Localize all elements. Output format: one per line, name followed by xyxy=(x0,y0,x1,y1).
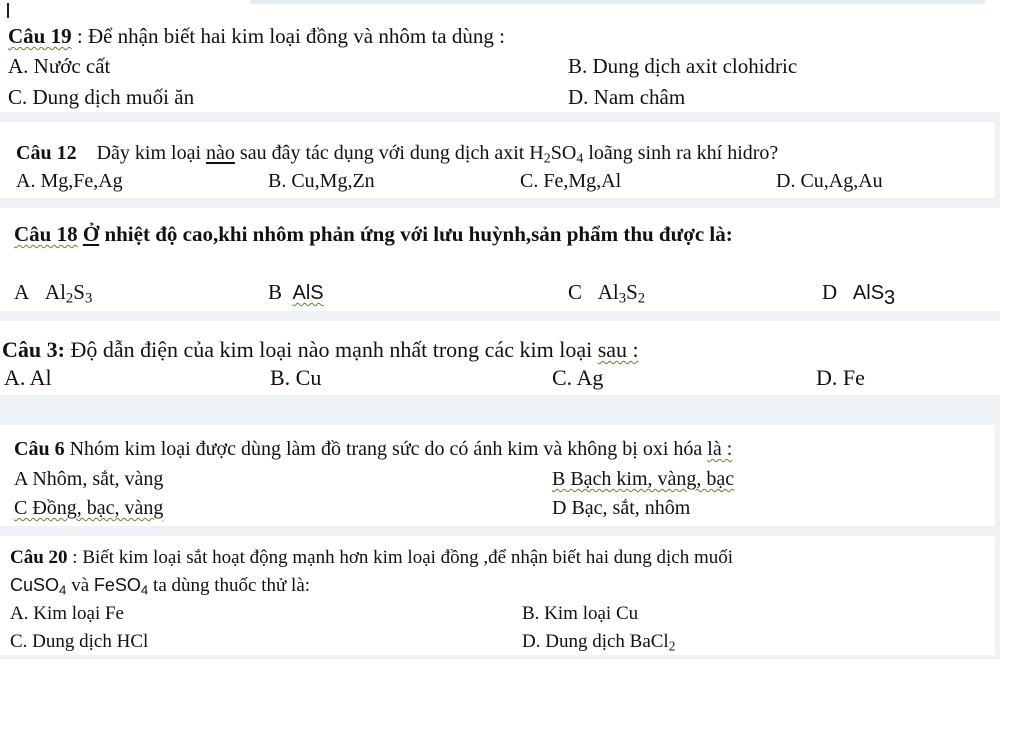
q18-b-letter: B xyxy=(268,280,283,304)
q6-label: Câu 6 xyxy=(14,438,65,460)
q20-d-text: D. Dung dịch BaCl xyxy=(522,631,669,652)
q20-cuso-sub: 4 xyxy=(59,582,67,598)
q18-d-letter: D xyxy=(822,280,838,304)
q12-stem xyxy=(16,142,779,167)
q12-option-b: B. Cu,Mg,Zn xyxy=(268,170,375,192)
q20-label: Câu 20 xyxy=(10,547,68,568)
q18-option-a xyxy=(14,280,93,307)
separator xyxy=(0,112,1000,122)
q20-option-c: C. Dung dịch HCl xyxy=(10,631,149,652)
q12-so: SO xyxy=(550,142,577,164)
q6-option-c: C Đồng, bạc, vàng xyxy=(14,497,164,519)
q12-option-a: A. Mg,Fe,Ag xyxy=(16,170,123,192)
q18-a-sub1: 2 xyxy=(65,290,74,307)
separator xyxy=(0,395,1000,425)
q12-sub4: 4 xyxy=(576,151,584,167)
q6-stem xyxy=(14,439,732,459)
q20-feso: FeSO xyxy=(93,575,141,595)
q20-option-a: A. Kim loại Fe xyxy=(10,603,124,624)
q18-stem xyxy=(14,224,733,245)
q19-stem xyxy=(8,26,505,47)
q20-stem xyxy=(10,548,733,567)
q18-a-base: Al xyxy=(44,280,66,304)
q3-stem-text: Độ dẫn điện của kim loại nào mạnh nhất trong các kim loại xyxy=(64,337,598,362)
text-cursor xyxy=(7,3,9,18)
q3-stem-sau: sau : xyxy=(597,337,639,362)
q3-label: Câu 3: xyxy=(2,337,65,362)
q20-option-d xyxy=(522,631,676,654)
q19-option-a: A. Nước cất xyxy=(8,54,111,78)
q6-option-a: A Nhôm, sắt, vàng xyxy=(14,468,164,490)
q18-c-sub2: 2 xyxy=(637,290,646,307)
q18-a-sub2: 3 xyxy=(84,290,93,307)
q3-stem xyxy=(2,339,639,361)
q12-stem-end: loãng sinh ra khí hidro? xyxy=(583,142,779,164)
q12-label: Câu 12 xyxy=(16,142,77,164)
q18-d-sub: 3 xyxy=(884,287,896,309)
separator xyxy=(0,198,1000,208)
q12-option-d: D. Cu,Ag,Au xyxy=(776,170,883,192)
q19-option-c: C. Dung dịch muối ăn xyxy=(8,85,195,109)
q18-stem-o: Ở xyxy=(82,222,100,246)
q6-stem-la: là : xyxy=(707,438,733,460)
q19-label: Câu 19 xyxy=(8,24,72,48)
q18-option-d xyxy=(822,280,896,309)
q19-option-d: D. Nam châm xyxy=(568,85,686,109)
q18-c-sub1: 3 xyxy=(618,290,627,307)
q20-line2-end: ta dùng thuốc thử là: xyxy=(148,575,311,596)
separator xyxy=(0,311,1000,321)
separator xyxy=(0,526,1000,536)
q20-cuso: CuSO xyxy=(10,575,60,595)
q20-d-sub: 2 xyxy=(668,638,676,654)
q3-option-d: D. Fe xyxy=(816,365,865,390)
q19-stem-text: : Để nhận biết hai kim loại đồng và nhôm ta dùng : xyxy=(71,24,505,48)
q20-stem-text: : Biết kim loại sắt hoạt động mạnh hơn kim loại đồng ,để nhận biết hai dung dịch muối xyxy=(67,547,734,568)
q18-c-letter: C xyxy=(568,280,583,304)
q18-label: Câu 18 xyxy=(14,222,78,246)
q18-option-b xyxy=(268,282,324,303)
q12-sub2: 2 xyxy=(543,151,551,167)
q12-option-c: C. Fe,Mg,Al xyxy=(520,170,622,192)
top-border xyxy=(250,0,985,4)
q20-va: và xyxy=(66,575,94,596)
q3-option-c: C. Ag xyxy=(552,365,604,390)
separator xyxy=(995,395,1000,655)
q6-option-b: B Bạch kim, vàng, bạc xyxy=(552,468,735,490)
q18-c-s: S xyxy=(626,280,638,304)
q12-stem-pre: Dãy kim loại xyxy=(96,142,207,164)
q6-stem-text: Nhóm kim loại được dùng làm đồ trang sức do có ánh kim và không bị oxi hóa xyxy=(64,438,708,460)
q18-option-c xyxy=(568,280,646,307)
q18-d-text: AlS xyxy=(852,282,885,304)
q3-option-a: A. Al xyxy=(4,365,52,390)
q20-feso-sub: 4 xyxy=(140,582,149,598)
q18-stem-text: nhiệt độ cao,khi nhôm phản ứng với lưu huỳnh,sản phẩm thu được là: xyxy=(99,222,733,246)
q3-option-b: B. Cu xyxy=(270,365,322,390)
q6-option-d: D Bạc, sắt, nhôm xyxy=(552,497,691,519)
q18-b-text: AlS xyxy=(292,282,324,304)
q18-a-letter: A xyxy=(14,280,30,304)
q18-c-base: Al xyxy=(597,280,619,304)
separator xyxy=(995,112,1000,202)
separator xyxy=(0,655,1000,659)
q20-option-b: B. Kim loại Cu xyxy=(522,603,639,624)
q12-stem-post: sau đây tác dụng với dung dịch axit H xyxy=(234,142,544,164)
q20-stem-line2 xyxy=(10,575,311,598)
q18-a-s: S xyxy=(73,280,85,304)
q12-stem-mid: nào xyxy=(206,142,235,164)
q19-option-b: B. Dung dịch axit clohidric xyxy=(568,54,798,78)
